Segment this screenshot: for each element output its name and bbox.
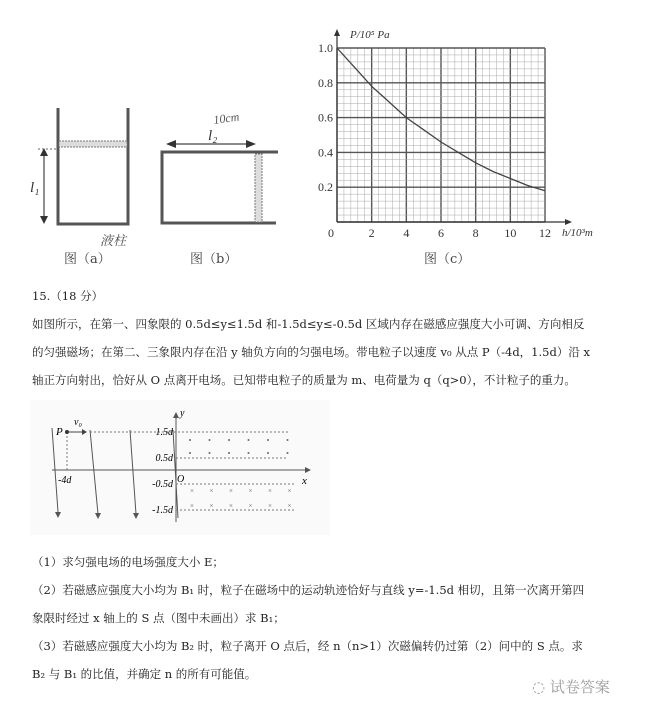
- y-mark: -0.5d: [152, 479, 173, 490]
- problem-stem-line: 的匀强磁场；在第二、三象限内存在沿 y 轴负方向的匀强电场。带电粒子以速度 v₀ 从点 P（-4d，1.5d）沿 x: [32, 345, 590, 359]
- field-out-dot: [248, 439, 250, 441]
- field-out-dot: [228, 452, 230, 454]
- origin-label: 0: [328, 226, 334, 240]
- field-out-dot: [267, 439, 269, 441]
- watermark: [532, 676, 610, 697]
- wechat-icon: ◌: [532, 678, 550, 696]
- question-2-cont: 象限时经过 x 轴上的 S 点（图中未画出）求 B₁；: [32, 611, 285, 625]
- x-axis-label: h/10³m: [562, 227, 593, 239]
- y-tick-label: 0.6: [318, 110, 333, 125]
- field-in-cross: ×: [190, 502, 194, 510]
- figure-a-caption: 图（a）: [64, 252, 111, 267]
- field-in-cross: ×: [229, 487, 233, 495]
- watermark-text: 试卷答案: [549, 678, 610, 696]
- field-diagram: [30, 400, 330, 535]
- field-in-cross: ×: [248, 487, 253, 495]
- x-axis-label: x: [302, 475, 307, 487]
- field-out-dot: [228, 439, 230, 441]
- field-in-cross: ×: [268, 487, 272, 495]
- x-mark: -4d: [58, 475, 72, 486]
- field-in-cross: ×: [229, 502, 233, 510]
- y-axis-label: y: [180, 408, 185, 419]
- x-tick-label: 12: [539, 226, 551, 240]
- question-3-cont: B₂ 与 B₁ 的比值，并确定 n 的所有可能值。: [32, 667, 257, 681]
- x-tick-label: 10: [504, 226, 517, 240]
- field-out-dot: [287, 452, 289, 454]
- field-out-dot: [189, 452, 191, 454]
- handwritten-note: 10cm: [212, 109, 241, 127]
- x-tick-label: 6: [438, 226, 444, 240]
- point-p-label: P: [56, 426, 63, 438]
- field-in-cross: ×: [209, 502, 214, 510]
- field-out-dot: [209, 439, 211, 441]
- field-out-dot: [209, 452, 211, 454]
- y-tick-label: 0.4: [318, 145, 333, 160]
- y-axis-label: P/10⁵ Pa: [350, 29, 390, 41]
- x-tick-label: 4: [403, 226, 410, 240]
- l2-label: l₂: [208, 128, 218, 144]
- y-mark: 1.5d: [155, 427, 173, 438]
- figure-b-caption: 图（b）: [190, 252, 238, 267]
- question-3: （3）若磁感应强度大小均为 B₂ 时，粒子离开 O 点后，经 n（n>1）次磁偏转仍过第（2）问中的 S 点。求: [32, 639, 583, 653]
- problem-stem-line: 轴正方向射出，恰好从 O 点离开电场。已知带电粒子的质量为 m、电荷量为 q（q>0），不计粒子的重力。: [32, 373, 576, 387]
- field-in-cross: ×: [287, 487, 292, 495]
- figure-c-caption: 图（c）: [424, 252, 471, 267]
- question-2: （2）若磁感应强度大小均为 B₁ 时，粒子在磁场中的运动轨迹恰好与直线 y=-1.5d 相切，且第一次离开第四: [32, 583, 585, 597]
- l1-label: l₁: [30, 180, 40, 196]
- y-axis-arrow-icon: [334, 29, 340, 36]
- problem-stem-line: 如图所示，在第一、四象限的 0.5d≤y≤1.5d 和-1.5d≤y≤-0.5d 区域内存在磁感应强度大小可调、方向相反: [32, 317, 585, 331]
- field-out-dot: [287, 439, 289, 441]
- field-in-cross: ×: [190, 487, 194, 495]
- figure-c-chart: [0, 0, 650, 280]
- origin-label: O: [177, 474, 185, 485]
- x-tick-label: 8: [472, 226, 479, 240]
- y-tick-label: 1.0: [318, 41, 333, 55]
- field-in-cross: ×: [209, 487, 214, 495]
- field-in-cross: ×: [287, 502, 292, 510]
- field-in-cross: ×: [268, 502, 272, 510]
- handwritten-note: 液柱: [100, 233, 127, 248]
- y-tick-label: 0.2: [318, 180, 333, 195]
- x-axis-arrow-icon: [565, 219, 572, 225]
- y-mark: -1.5d: [152, 505, 173, 516]
- problem-number: 15.（18 分）: [32, 289, 104, 303]
- x-tick-label: 2: [368, 226, 375, 240]
- field-out-dot: [248, 452, 250, 454]
- velocity-label: v₀: [74, 417, 82, 428]
- field-out-dot: [189, 439, 191, 441]
- y-tick-label: 0.8: [318, 75, 333, 90]
- field-out-dot: [267, 452, 269, 454]
- field-in-cross: ×: [248, 502, 253, 510]
- y-mark: 0.5d: [155, 453, 173, 464]
- question-1: （1）求匀强电场的电场强度大小 E；: [32, 555, 224, 569]
